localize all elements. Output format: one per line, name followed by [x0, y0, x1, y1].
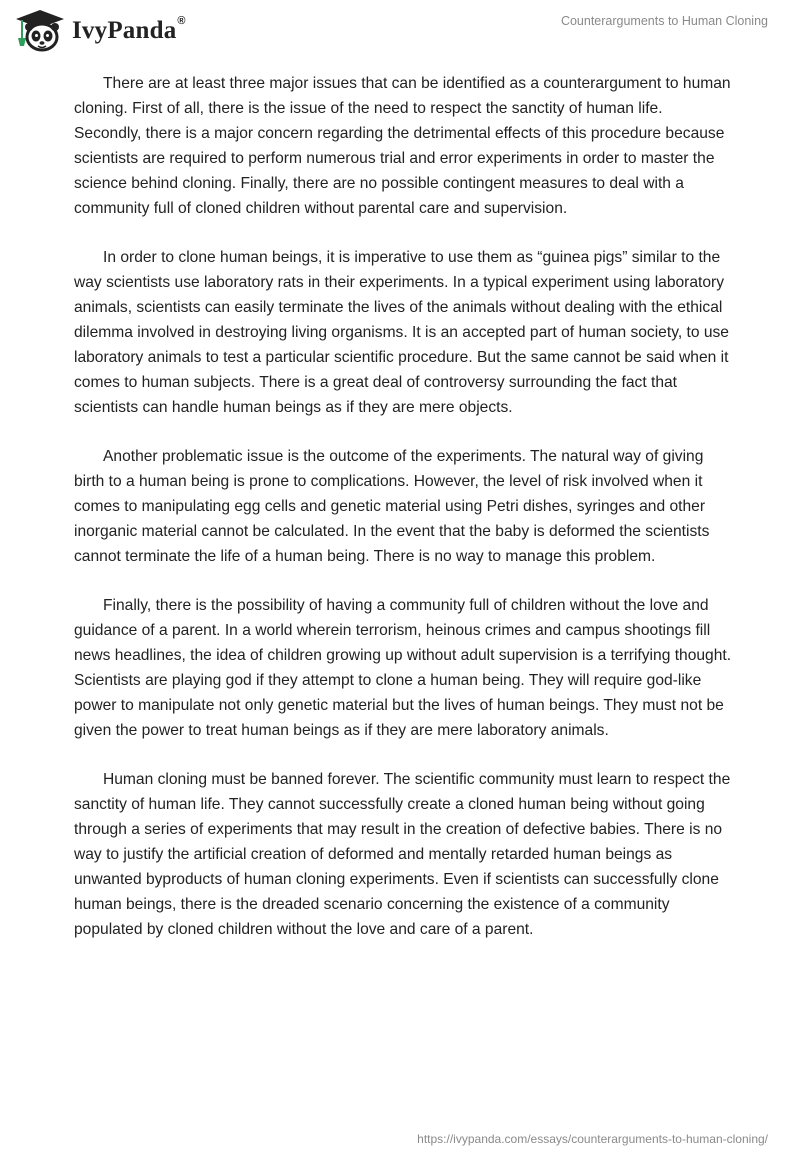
essay-paragraph: Finally, there is the possibility of having a community full of children without the love and guidance of a parent. In a world wherein terrorism, heinous crimes and campus shootings fill news headlines, the idea of children growing up without adult supervision is a terrifying thought. Scientists are playing god if they attempt to clone a human being. They will require god-like power to manipulate not only genetic material but the lives of human beings. They must not be given the power to treat human beings as if they are mere laboratory animals. — [74, 597, 732, 739]
source-url[interactable]: https://ivypanda.com/essays/counterarguments-to-human-cloning/ — [417, 1132, 768, 1146]
essay-body — [74, 71, 734, 966]
panda-graduate-icon — [14, 8, 66, 54]
brand-logo[interactable] — [14, 8, 186, 54]
document-title: Counterarguments to Human Cloning — [560, 14, 768, 28]
registered-mark: ® — [177, 15, 186, 27]
brand-name: IvyPanda® — [72, 15, 186, 44]
essay-paragraph: In order to clone human beings, it is imperative to use them as “guinea pigs” similar to the way scientists use laboratory rats in their experiments. In a typical experiment using laboratory animals, scientists can easily terminate the lives of the animals without dealing with the ethical dilemma involved in destroying living organisms. It is an accepted part of human society, to use laboratory animals to test a particular scientific procedure. But the same cannot be said when it comes to human subjects. There is a great deal of controversy surrounding the fact that scientists can handle human beings as if they are mere objects. — [74, 249, 729, 416]
essay-paragraph: There are at least three major issues that can be identified as a counterargument to human cloning. First of all, there is the issue of the need to respect the sanctity of human life. Secondly, there is a major concern regarding the detrimental effects of this procedure because scientists are required to perform numerous trial and error experiments in order to master the science behind cloning. Finally, there are no possible contingent measures to deal with a community full of cloned children without parental care and supervision. — [74, 75, 731, 217]
essay-paragraph: Another problematic issue is the outcome of the experiments. The natural way of giving birth to a human being is prone to complications. However, the level of risk involved when it comes to manipulating egg cells and genetic material using Petri dishes, syringes and other inorganic material cannot be calculated. In the event that the baby is deformed the scientists cannot terminate the life of a human being. There is no way to manage this problem. — [74, 448, 710, 565]
essay-paragraph: Human cloning must be banned forever. The scientific community must learn to respect the sanctity of human life. They cannot successfully create a cloned human being without going through a series of experiments that may result in the creation of defective babies. There is no way to justify the artificial creation of deformed and mentally retarded human beings as unwanted byproducts of human cloning experiments. Even if scientists can successfully clone human beings, there is the dreaded scenario concerning the existence of a community populated by cloned children without the love and care of a parent. — [74, 771, 731, 938]
page-header — [0, 0, 800, 60]
